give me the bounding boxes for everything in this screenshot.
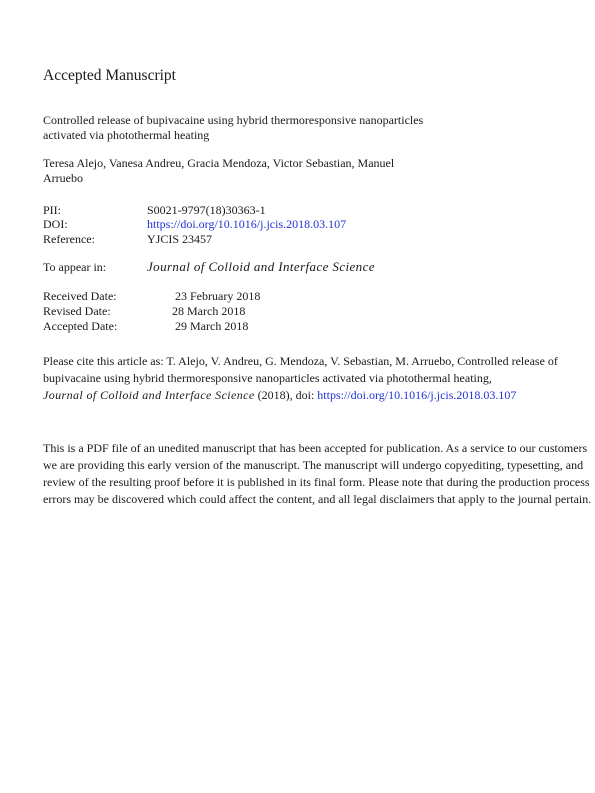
accepted-manuscript-heading: Accepted Manuscript xyxy=(43,67,176,84)
to-appear-label: To appear in: xyxy=(43,260,107,274)
notice-line-1: This is a PDF file of an unedited manuscript that has been accepted for publication. As a service to our customers xyxy=(43,441,588,455)
citation-year-doi: (2018), doi: xyxy=(254,388,318,402)
notice-line-3: review of the resulting proof before it is published in its final form. Please note that during the production process xyxy=(43,475,590,489)
citation-doi-link[interactable]: https://doi.org/10.1016/j.jcis.2018.03.107 xyxy=(317,388,517,402)
citation-line-2: bupivacaine using hybrid thermoresponsive nanoparticles activated via photothermal heating, xyxy=(43,371,492,385)
citation-journal: Journal of Colloid and Interface Science xyxy=(43,388,255,402)
revised-date-label: Revised Date: xyxy=(43,304,111,318)
pii-value: S0021-9797(18)30363-1 xyxy=(147,203,266,217)
reference-value: YJCIS 23457 xyxy=(147,232,213,246)
article-authors xyxy=(43,156,394,186)
revised-date-value: 28 March 2018 xyxy=(172,304,246,318)
citation-block xyxy=(43,353,595,404)
received-date-label: Received Date: xyxy=(43,289,117,303)
article-title-line-2: activated via photothermal heating xyxy=(43,128,210,142)
notice-line-2: we are providing this early version of the manuscript. The manuscript will undergo copyediting, typesetting, and xyxy=(43,458,584,472)
citation-line-1: Please cite this article as: T. Alejo, V. Andreu, G. Mendoza, V. Sebastian, M. Arruebo, Controlled release of xyxy=(43,354,558,368)
article-title xyxy=(43,113,423,143)
accepted-date-label: Accepted Date: xyxy=(43,319,118,333)
received-date-value: 23 February 2018 xyxy=(175,289,261,303)
pii-label: PII: xyxy=(43,203,61,217)
manuscript-notice xyxy=(43,440,591,508)
accepted-date-value: 29 March 2018 xyxy=(175,319,249,333)
citation-line-3 xyxy=(43,387,595,404)
authors-line-2: Arruebo xyxy=(43,171,83,185)
reference-label: Reference: xyxy=(43,232,95,246)
article-title-line-1: Controlled release of bupivacaine using hybrid thermoresponsive nanoparticles xyxy=(43,113,424,127)
authors-line-1: Teresa Alejo, Vanesa Andreu, Gracia Mendoza, Victor Sebastian, Manuel xyxy=(43,156,395,170)
doi-label: DOI: xyxy=(43,217,68,231)
journal-name: Journal of Colloid and Interface Science xyxy=(147,259,375,274)
notice-line-4: errors may be discovered which could affect the content, and all legal disclaimers that apply to the journal pertain. xyxy=(43,492,592,506)
doi-link[interactable]: https://doi.org/10.1016/j.jcis.2018.03.107 xyxy=(147,217,347,231)
